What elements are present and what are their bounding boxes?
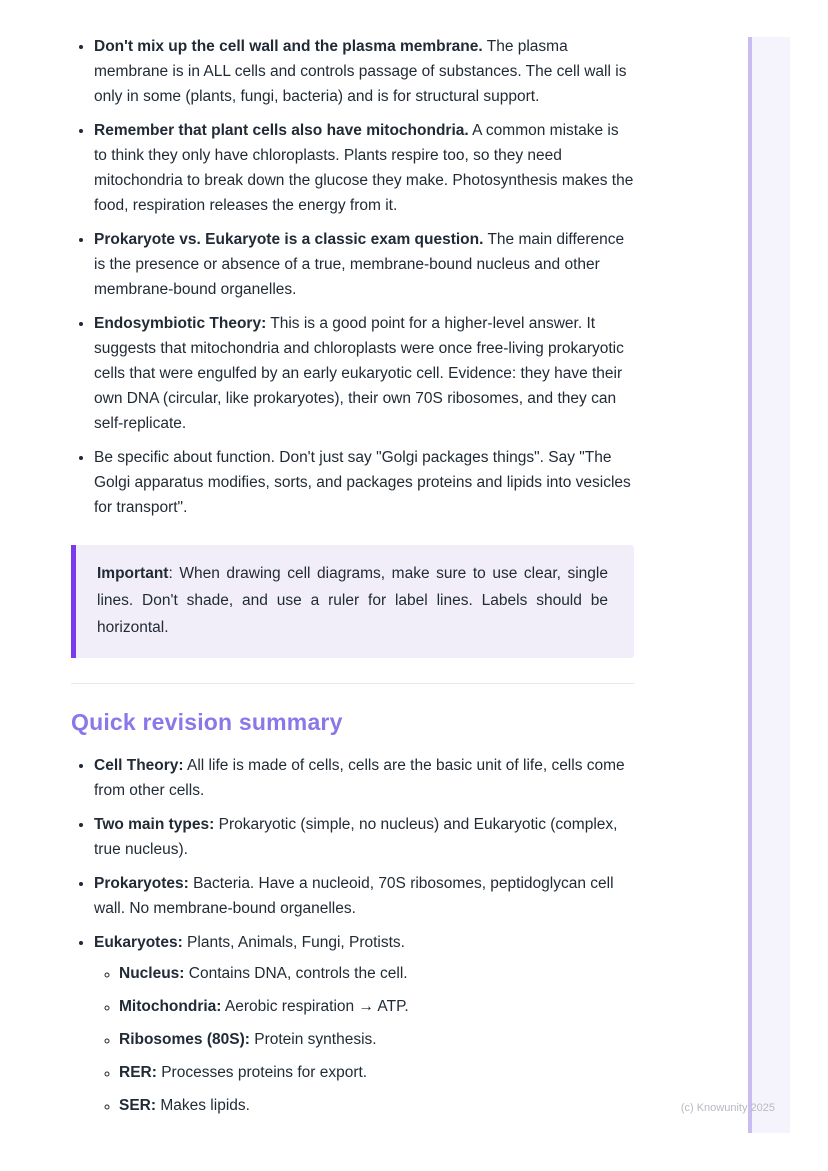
callout-label: Important <box>97 565 169 582</box>
summary-bold-lead: Two main types: <box>94 816 215 833</box>
sub-list-item <box>119 1027 634 1052</box>
summary-bold-lead: Prokaryotes: <box>94 875 189 892</box>
tip-bold-lead: Remember that plant cells also have mitochondria. <box>94 122 469 139</box>
summary-body-text: Plants, Animals, Fungi, Protists. <box>182 934 405 951</box>
tip-bold-lead: Don't mix up the cell wall and the plasma membrane. <box>94 38 483 55</box>
organelle-body-text: Aerobic respiration → ATP. <box>221 998 409 1015</box>
sub-list-item <box>119 1060 634 1085</box>
organelle-body-text: Contains DNA, controls the cell. <box>184 965 408 982</box>
tip-body-text: This is a good point for a higher-level answer. It suggests that mitochondria and chloroplasts were once free-living prokaryotic cells that were engulfed by an early eukaryotic cell. Evidence: they have their own DNA (circular, like prokaryotes), their own 70S ribosomes, and they can self-replicate. <box>94 315 624 432</box>
summary-body-text: Prokaryotic (simple, no nucleus) and Eukaryotic (complex, true nucleus). <box>94 816 618 858</box>
summary-bold-lead: Eukaryotes: <box>94 934 183 951</box>
summary-body-text: Bacteria. Have a nucleoid, 70S ribosomes, peptidoglycan cell wall. No membrane-bound organelles. <box>94 875 614 917</box>
organelle-bold-lead: RER: <box>119 1064 157 1081</box>
important-callout <box>71 545 634 658</box>
list-item <box>94 812 634 862</box>
sub-list-item <box>119 994 634 1019</box>
exam-tips-list <box>71 34 634 520</box>
organelle-body-text: Processes proteins for export. <box>156 1064 368 1081</box>
sub-list-item <box>119 961 634 986</box>
tip-bold-lead: Endosymbiotic Theory: <box>94 315 267 332</box>
list-item <box>94 34 634 109</box>
section-divider <box>71 683 634 684</box>
tip-body-text: A common mistake is to think they only have chloroplasts. Plants respire too, so they need mitochondria to break down the glucose they make. Photosynthesis makes the food, respiration releases the energy from it. <box>94 122 634 214</box>
next-page-edge-strip <box>748 37 790 1133</box>
page-title: Quick revision summary <box>71 709 343 735</box>
summary-body-text: All life is made of cells, cells are the basic unit of life, cells come from other cells. <box>94 757 625 799</box>
organelle-bold-lead: SER: <box>119 1097 157 1114</box>
list-item <box>94 445 634 520</box>
revision-summary-list <box>71 753 634 1118</box>
list-item <box>94 118 634 218</box>
eukaryote-organelle-sublist <box>94 961 634 1118</box>
organelle-bold-lead: Mitochondria: <box>119 998 222 1015</box>
organelle-bold-lead: Ribosomes (80S): <box>119 1031 250 1048</box>
tip-bold-lead: Prokaryote vs. Eukaryote is a classic exam question. <box>94 231 484 248</box>
list-item <box>94 930 634 1118</box>
organelle-body-text: Protein synthesis. <box>249 1031 377 1048</box>
list-item <box>94 753 634 803</box>
list-item <box>94 227 634 302</box>
watermark: (c) Knowunity 2025 <box>680 1102 775 1114</box>
organelle-bold-lead: Nucleus: <box>119 965 185 982</box>
tip-body-text: The plasma membrane is in ALL cells and controls passage of substances. The cell wall is only in some (plants, fungi, bacteria) and is for structural support. <box>94 38 627 105</box>
list-item <box>94 311 634 436</box>
list-item <box>94 871 634 921</box>
summary-bold-lead: Cell Theory: <box>94 757 184 774</box>
document-page <box>71 34 634 1118</box>
sub-list-item <box>119 1093 634 1118</box>
organelle-body-text: Makes lipids. <box>156 1097 250 1114</box>
callout-text: : When drawing cell diagrams, make sure to use clear, single lines. Don't shade, and use a ruler for label lines. Labels should be horizontal. <box>97 565 608 636</box>
tip-body-text: Be specific about function. Don't just say "Golgi packages things". Say "The Golgi apparatus modifies, sorts, and packages proteins and lipids into vesicles for transport". <box>94 449 631 516</box>
tip-body-text: The main difference is the presence or absence of a true, membrane-bound nucleus and other membrane-bound organelles. <box>94 231 625 298</box>
